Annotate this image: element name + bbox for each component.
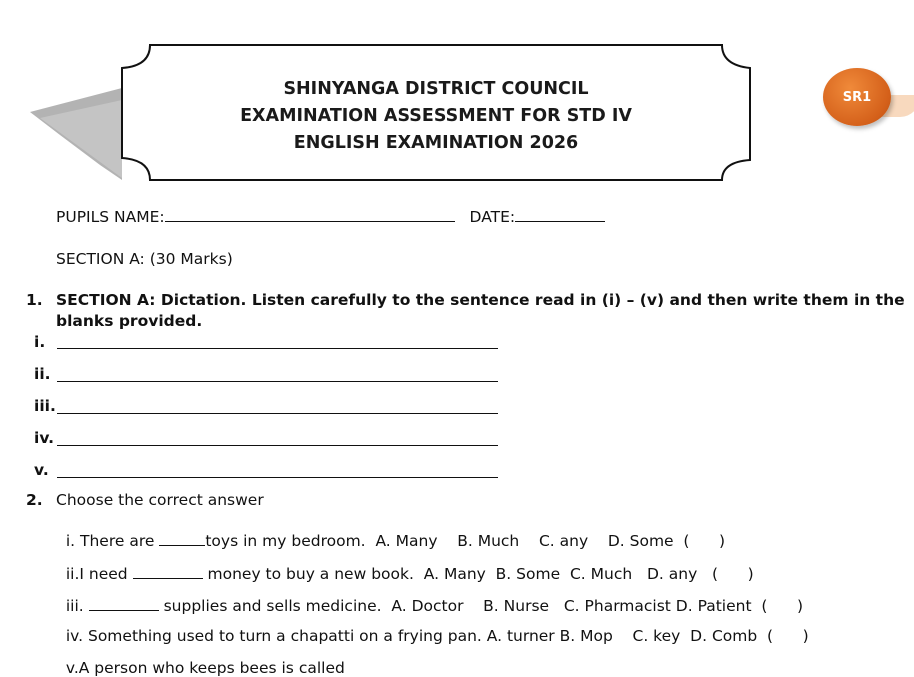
- q2-number: 2.: [26, 491, 43, 509]
- q1-answer-line[interactable]: [57, 366, 498, 382]
- exam-header: [122, 76, 750, 157]
- date-label: DATE:: [469, 208, 516, 226]
- q2-item-blank[interactable]: [159, 530, 205, 546]
- q1-answer-line[interactable]: [57, 398, 498, 414]
- q1-answer-line[interactable]: [57, 333, 498, 349]
- name-date-row: [56, 206, 605, 226]
- q1-item-label: ii.: [34, 365, 51, 383]
- q1-item-label: v.: [34, 461, 49, 479]
- q2-item-prompt: ii.I need: [65, 565, 128, 583]
- code-badge: SR1: [823, 68, 891, 126]
- q2-item-prompt: iii.: [65, 597, 84, 615]
- q2-item-options: A. Many B. Some C. Much D. any ( ): [423, 565, 754, 583]
- header-council: SHINYANGA DISTRICT COUNCIL: [283, 79, 589, 99]
- q1-text-line2: blanks provided.: [56, 312, 203, 330]
- name-label: PUPILS NAME:: [56, 208, 165, 226]
- q1-item-label: iv.: [34, 429, 55, 447]
- q2-item-prompt: i. There are: [65, 532, 155, 550]
- q1-answer-line[interactable]: [57, 430, 498, 446]
- q2-title: Choose the correct answer: [56, 491, 264, 509]
- q1-number: 1.: [26, 291, 43, 309]
- q2-item: [56, 609, 809, 645]
- date-blank[interactable]: [515, 206, 605, 222]
- q2-item-options: A. turner B. Mop C. key D. Comb ( ): [486, 627, 809, 645]
- q1-item-label: iii.: [34, 397, 56, 415]
- header-assessment: EXAMINATION ASSESSMENT FOR STD IV: [240, 106, 632, 126]
- q2-item-options: A. Doctor B. Nurse C. Pharmacist D. Patient ( ): [391, 597, 804, 615]
- q2-item-prompt: v.A person who keeps bees is called: [65, 659, 345, 677]
- name-blank[interactable]: [165, 206, 455, 222]
- q1-text-line1: SECTION A: Dictation. Listen carefully to the sentence read in (i) – (v) and then write them in the: [56, 291, 905, 309]
- q2-item-options: A. Many B. Much C. any D. Some ( ): [375, 532, 726, 550]
- q1-answer-line[interactable]: [57, 462, 498, 478]
- q2-item-prompt: iv. Something used to turn a chapatti on a frying pan.: [65, 627, 482, 645]
- q1-item-label: i.: [34, 333, 46, 351]
- q2-item: [56, 641, 345, 677]
- section-a-heading: SECTION A: (30 Marks): [56, 250, 233, 268]
- q2-item-prompt-end: money to buy a new book.: [207, 565, 414, 583]
- q2-item-prompt-end: toys in my bedroom.: [205, 532, 366, 550]
- q2-item-prompt-end: supplies and sells medicine.: [163, 597, 382, 615]
- header-exam-year: ENGLISH EXAMINATION 2026: [293, 133, 579, 153]
